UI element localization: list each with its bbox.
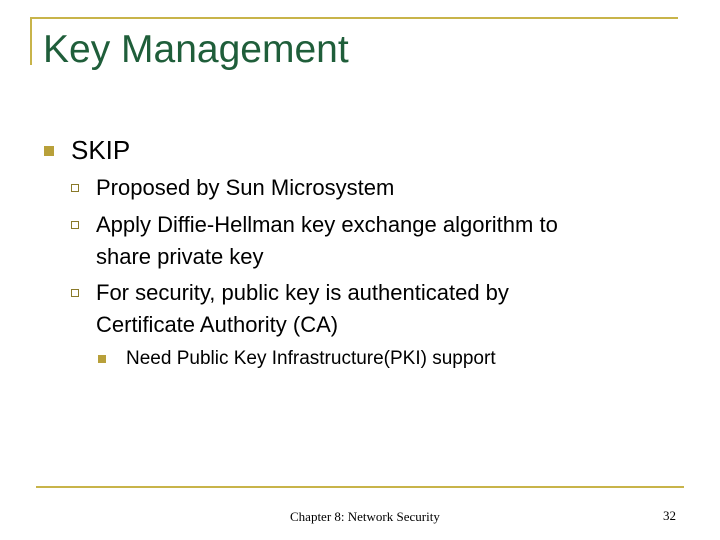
bullet-square-icon [44,146,54,156]
slide-title: Key Management [43,28,349,71]
bullet-skip: SKIP [71,135,131,165]
subitem-security-line-2: Certificate Authority (CA) [96,312,339,337]
subitem-diffie-hellman-line-1: Apply Diffie-Hellman key exchange algorithm to [96,212,558,237]
footer-rule [36,486,684,488]
title-left-rule [30,17,32,65]
bullet-square-small-icon [98,355,106,363]
page-number: 32 [663,508,676,523]
title-top-rule [30,17,678,19]
subitem-pki: Need Public Key Infrastructure(PKI) support [126,348,496,369]
subitem-proposed-line-1: Proposed by Sun Microsystem [96,175,395,200]
bullet-hollow-square-icon [71,184,79,192]
bullet-hollow-square-icon [71,289,79,297]
subitem-security-line-1: For security, public key is authenticated by [96,280,509,305]
bullet-hollow-square-icon [71,221,79,229]
footer-chapter: Chapter 8: Network Security [290,509,440,524]
subitem-diffie-hellman-line-2: share private key [96,244,264,269]
